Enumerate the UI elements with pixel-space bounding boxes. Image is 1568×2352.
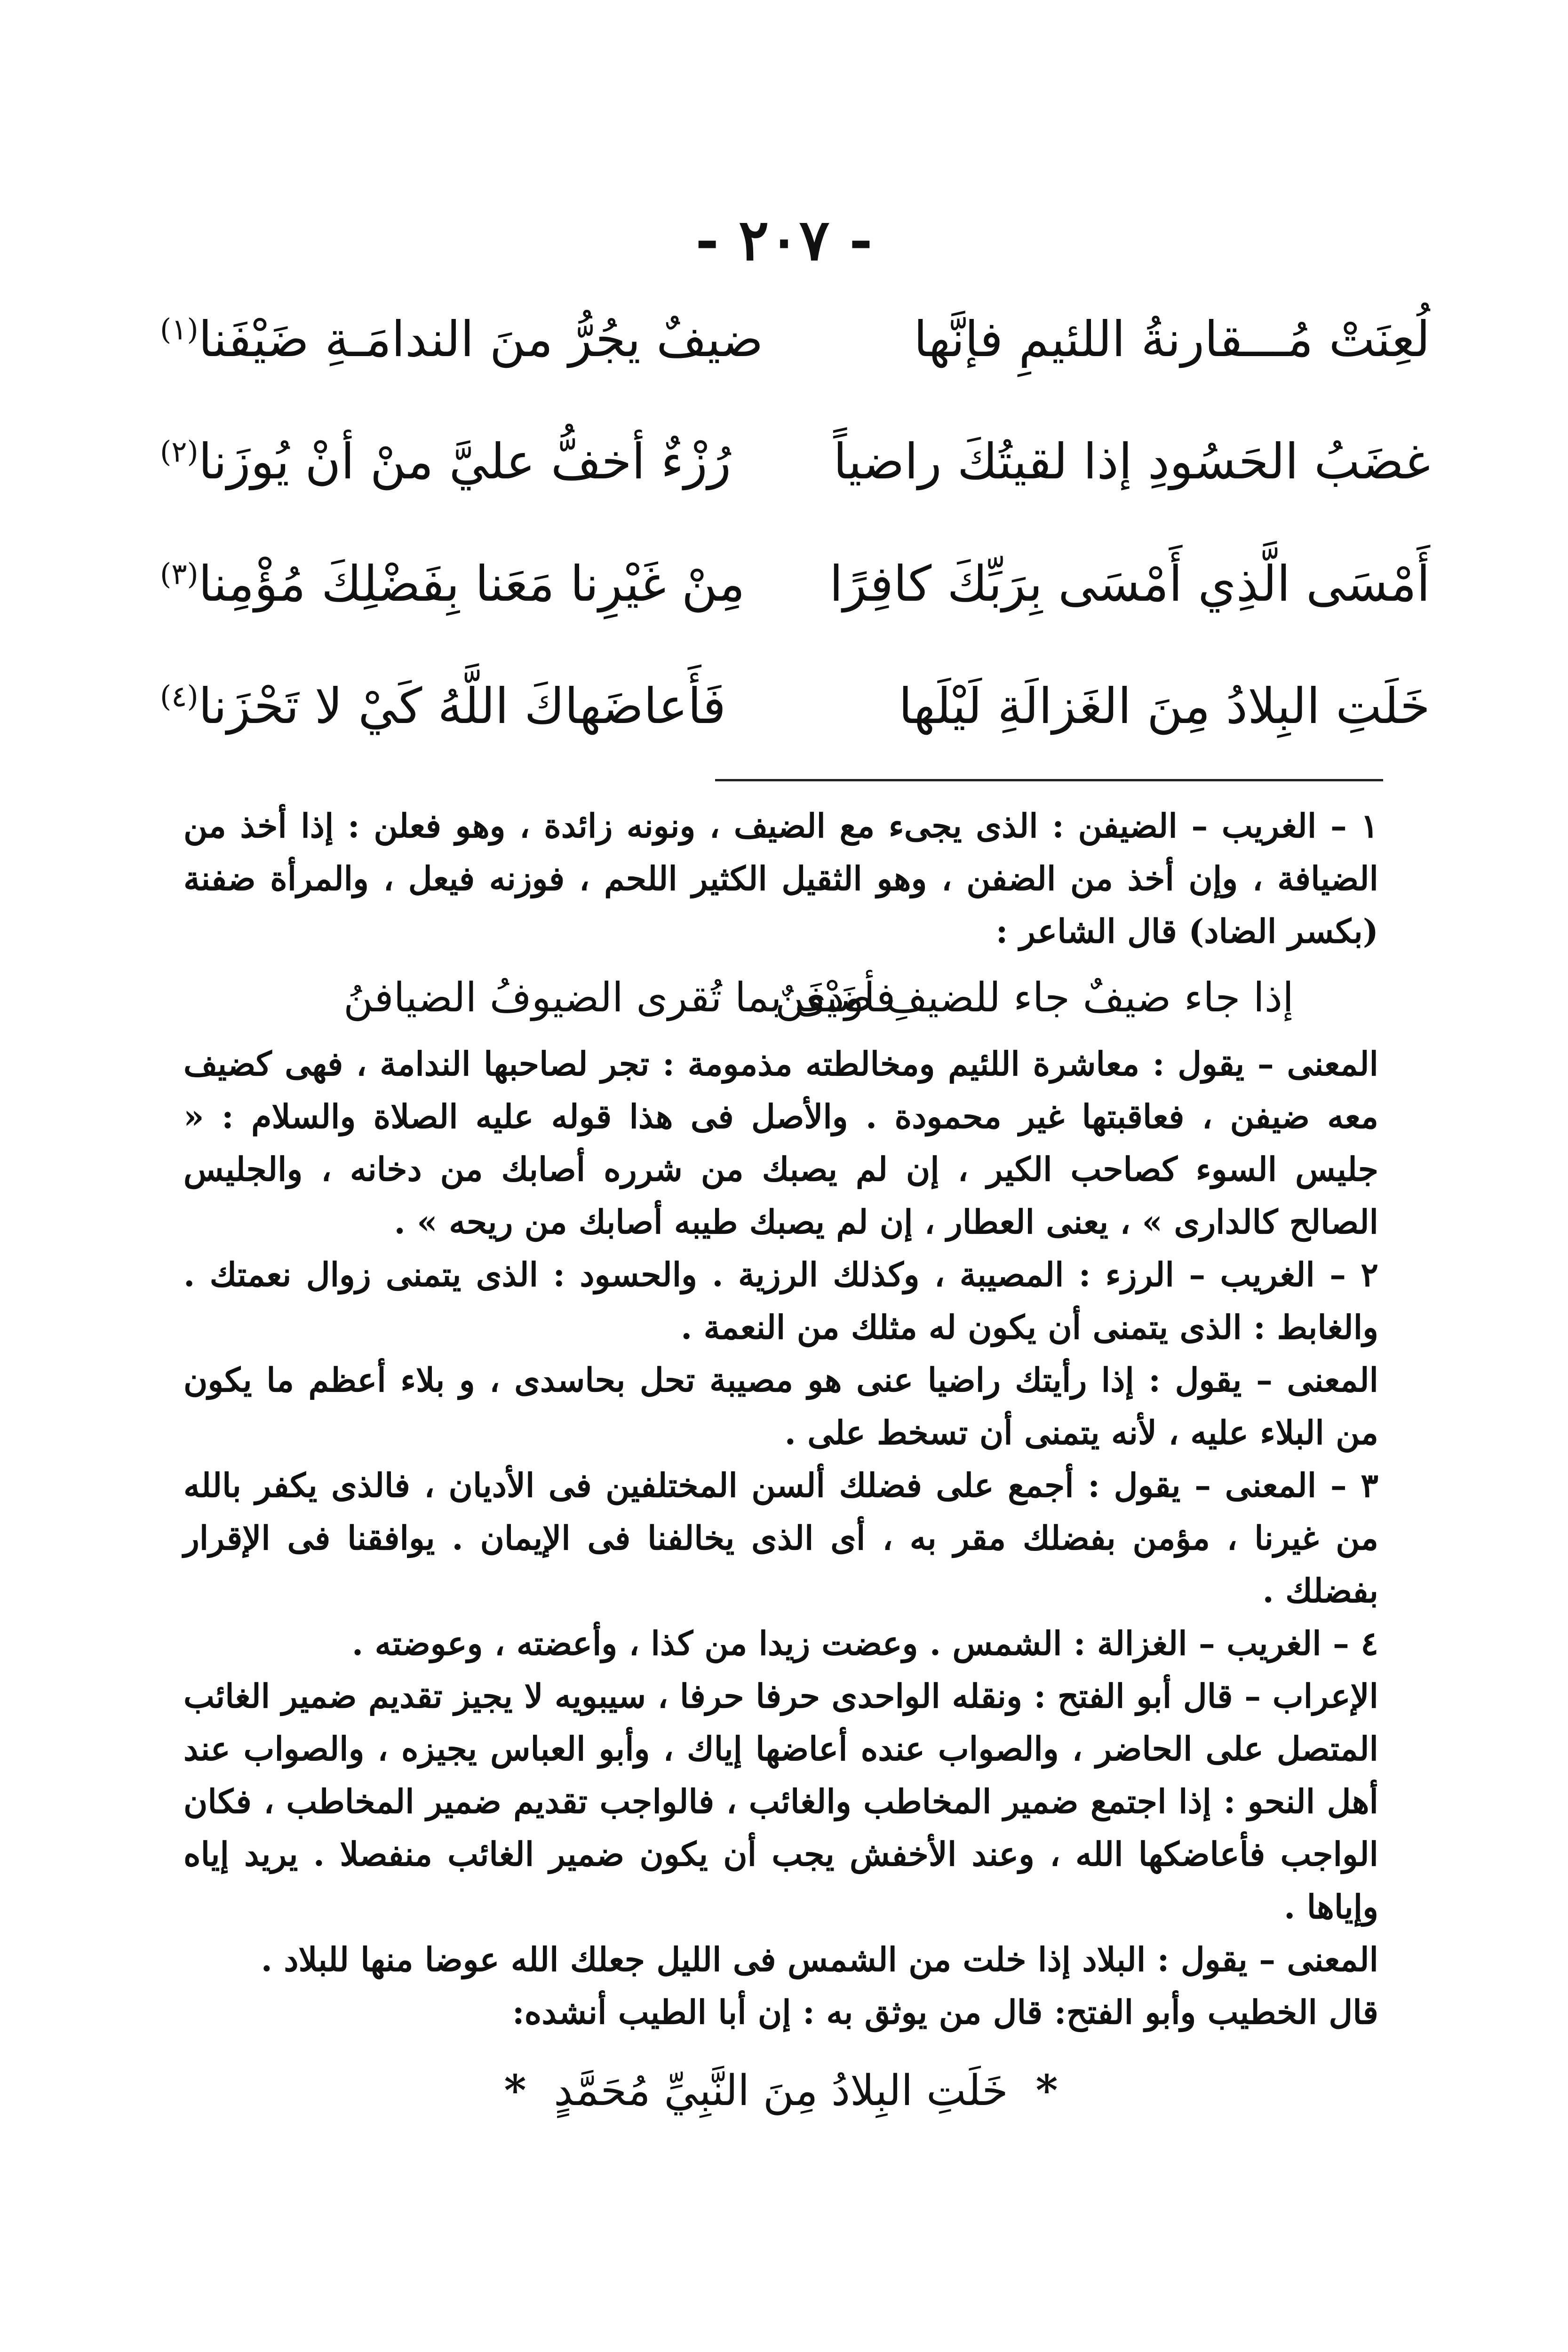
- note-4-irab: الإعراب – قال أبو الفتح : ونقله الواحدى حرفا حرفا ، سيبويه لا يجيز تقديم ضمير الغائب المتصل على الحاضر ، والصواب عنده أعاضها إياك ، وأبو العباس يجيزه ، والصواب عند أهل النحو : إذا اجتمع ضمير المخاطب والغائب ، فالواجب تقديم ضمير المخاطب ، فكان الواجب فأعاضكها الله ، وعند الأخفش يجب أن يكون ضمير الغائب منفصلا . يريد إياه وإياها .: [183, 1677, 1378, 1926]
- quoted-verse-second-hemistich: فأودى بما تُقرى الضيوفُ الضيافنُ: [343, 974, 896, 1021]
- footnotes: [183, 800, 1378, 2133]
- note-2-maana: المعنى – يقول : إذا رأيتك راضيا عنى هو مصيبة تحل بحاسدى ، و بلاء أعظم ما يكون من البلاء عليه ، لأنه يتمنى أن تسخط على .: [183, 1360, 1378, 1452]
- verse-2-second-hemistich: رُزْءٌ أخفُّ عليَّ منْ أنْ يُوزَنا$^{(٢)}$: [160, 433, 732, 490]
- star-ornament-right: *: [1035, 2066, 1058, 2115]
- final-verse-line: [183, 2048, 1378, 2133]
- verse-1-first-hemistich: لُعِنَتْ مُـــقارنةُ اللئيمِ فإنَّها: [914, 310, 1430, 368]
- note-3-maana: ٣ – المعنى – يقول : أجمع على فضلك ألسن المختلفين فى الأديان ، فالذى يكفر بالله من غيرنا ، مؤمن بفضلك مقر به ، أى الذى يخالفنا فى الإيمان . يوافقنا فى الإقرار بفضلك .: [183, 1466, 1378, 1610]
- note-2-gharib: ٢ – الغريب – الرزء : المصيبة ، وكذلك الرزية . والحسود : الذى يتمنى زوال نعمتك . والغابط : الذى يتمنى أن يكون له مثلك من النعمة .: [183, 1255, 1378, 1347]
- note-1-gharib: ١ – الغريب – الضيفن : الذى يجىء مع الضيف ، ونونه زائدة ، وهو فعلن : إذا أخذ من الضيافة ، وإن أخذ من الضفن ، وهو الثقيل الكثير اللحم ، فوزنه فيعل ، والمرأة ضفنة (بكسر الضاد) قال الشاعر :: [183, 806, 1378, 951]
- page-number: - ٢٠٧ -: [695, 207, 873, 273]
- verse-3-second-hemistich: مِنْ غَيْرِنا مَعَنا بِفَضْلِكَ مُؤْمِنا$^{(٣)}$: [160, 555, 745, 612]
- footnote-marker-1: (١): [160, 312, 199, 347]
- verse-1-second-hemistich: ضيفٌ يجُرُّ منَ الندامَـةِ ضَيْفَنا$^{(١)}$: [160, 310, 764, 368]
- verse-3: [160, 555, 1430, 649]
- note-1-maana: المعنى – يقول : معاشرة اللئيم ومخالطته مذمومة : تجر لصاحبها الندامة ، فهى كضيف معه ضيفن ، فعاقبتها غير محمودة . والأصل فى هذا قوله عليه الصلاة والسلام : « جليس السوء كصاحب الكير ، إن لم يصبك من شرره أصابك من دخانه ، والجليس الصالح كالدارى » ، يعنى العطار ، إن لم يصبك طيبه أصابك من ريحه » .: [183, 1044, 1378, 1241]
- quoted-verse: [183, 958, 1378, 1038]
- verse-3-first-hemistich: أَمْسَى الَّذِي أَمْسَى بِرَبِّكَ كافِرًا: [829, 555, 1430, 612]
- quoted-verse-first-hemistich: إذا جاء ضيفٌ جاء للضيفِ ضَيْفَنٌ: [775, 974, 1294, 1021]
- footnote-divider: [715, 779, 1383, 781]
- verse-2: [160, 433, 1430, 527]
- note-4-maana: المعنى – يقول : البلاد إذا خلت من الشمس فى الليل جعلك الله عوضا منها للبلاد .: [261, 1940, 1378, 1979]
- verse-2-first-hemistich: غضَبُ الحَسُودِ إذا لقيتُكَ راضياً: [833, 433, 1430, 490]
- footnote-marker-3: (٣): [160, 556, 199, 591]
- verse-1: [160, 310, 1430, 405]
- verse-4: [160, 677, 1430, 771]
- verse-4-first-hemistich: خَلَتِ البِلادُ مِنَ الغَزالَةِ لَيْلَها: [899, 677, 1430, 735]
- final-verse: خَلَتِ البِلادُ مِنَ النَّبِيِّ مُحَمَّدٍ: [554, 2066, 1008, 2115]
- verse-4-second-hemistich: فَأَعاضَهاكَ اللَّهُ كَيْ لا تَحْزَنا$^{(٤)}$: [160, 677, 726, 735]
- note-4-gharib: ٤ – الغريب – الغزالة : الشمس . وعضت زيدا من كذا ، وأعضته ، وعوضته .: [351, 1624, 1378, 1663]
- footnote-marker-2: (٢): [160, 434, 199, 469]
- khatib-citation: قال الخطيب وأبو الفتح: قال من يوثق به : إن أبا الطيب أنشده:: [512, 1993, 1378, 2032]
- footnote-marker-4: (٤): [160, 679, 199, 714]
- star-ornament-left: *: [504, 2066, 526, 2115]
